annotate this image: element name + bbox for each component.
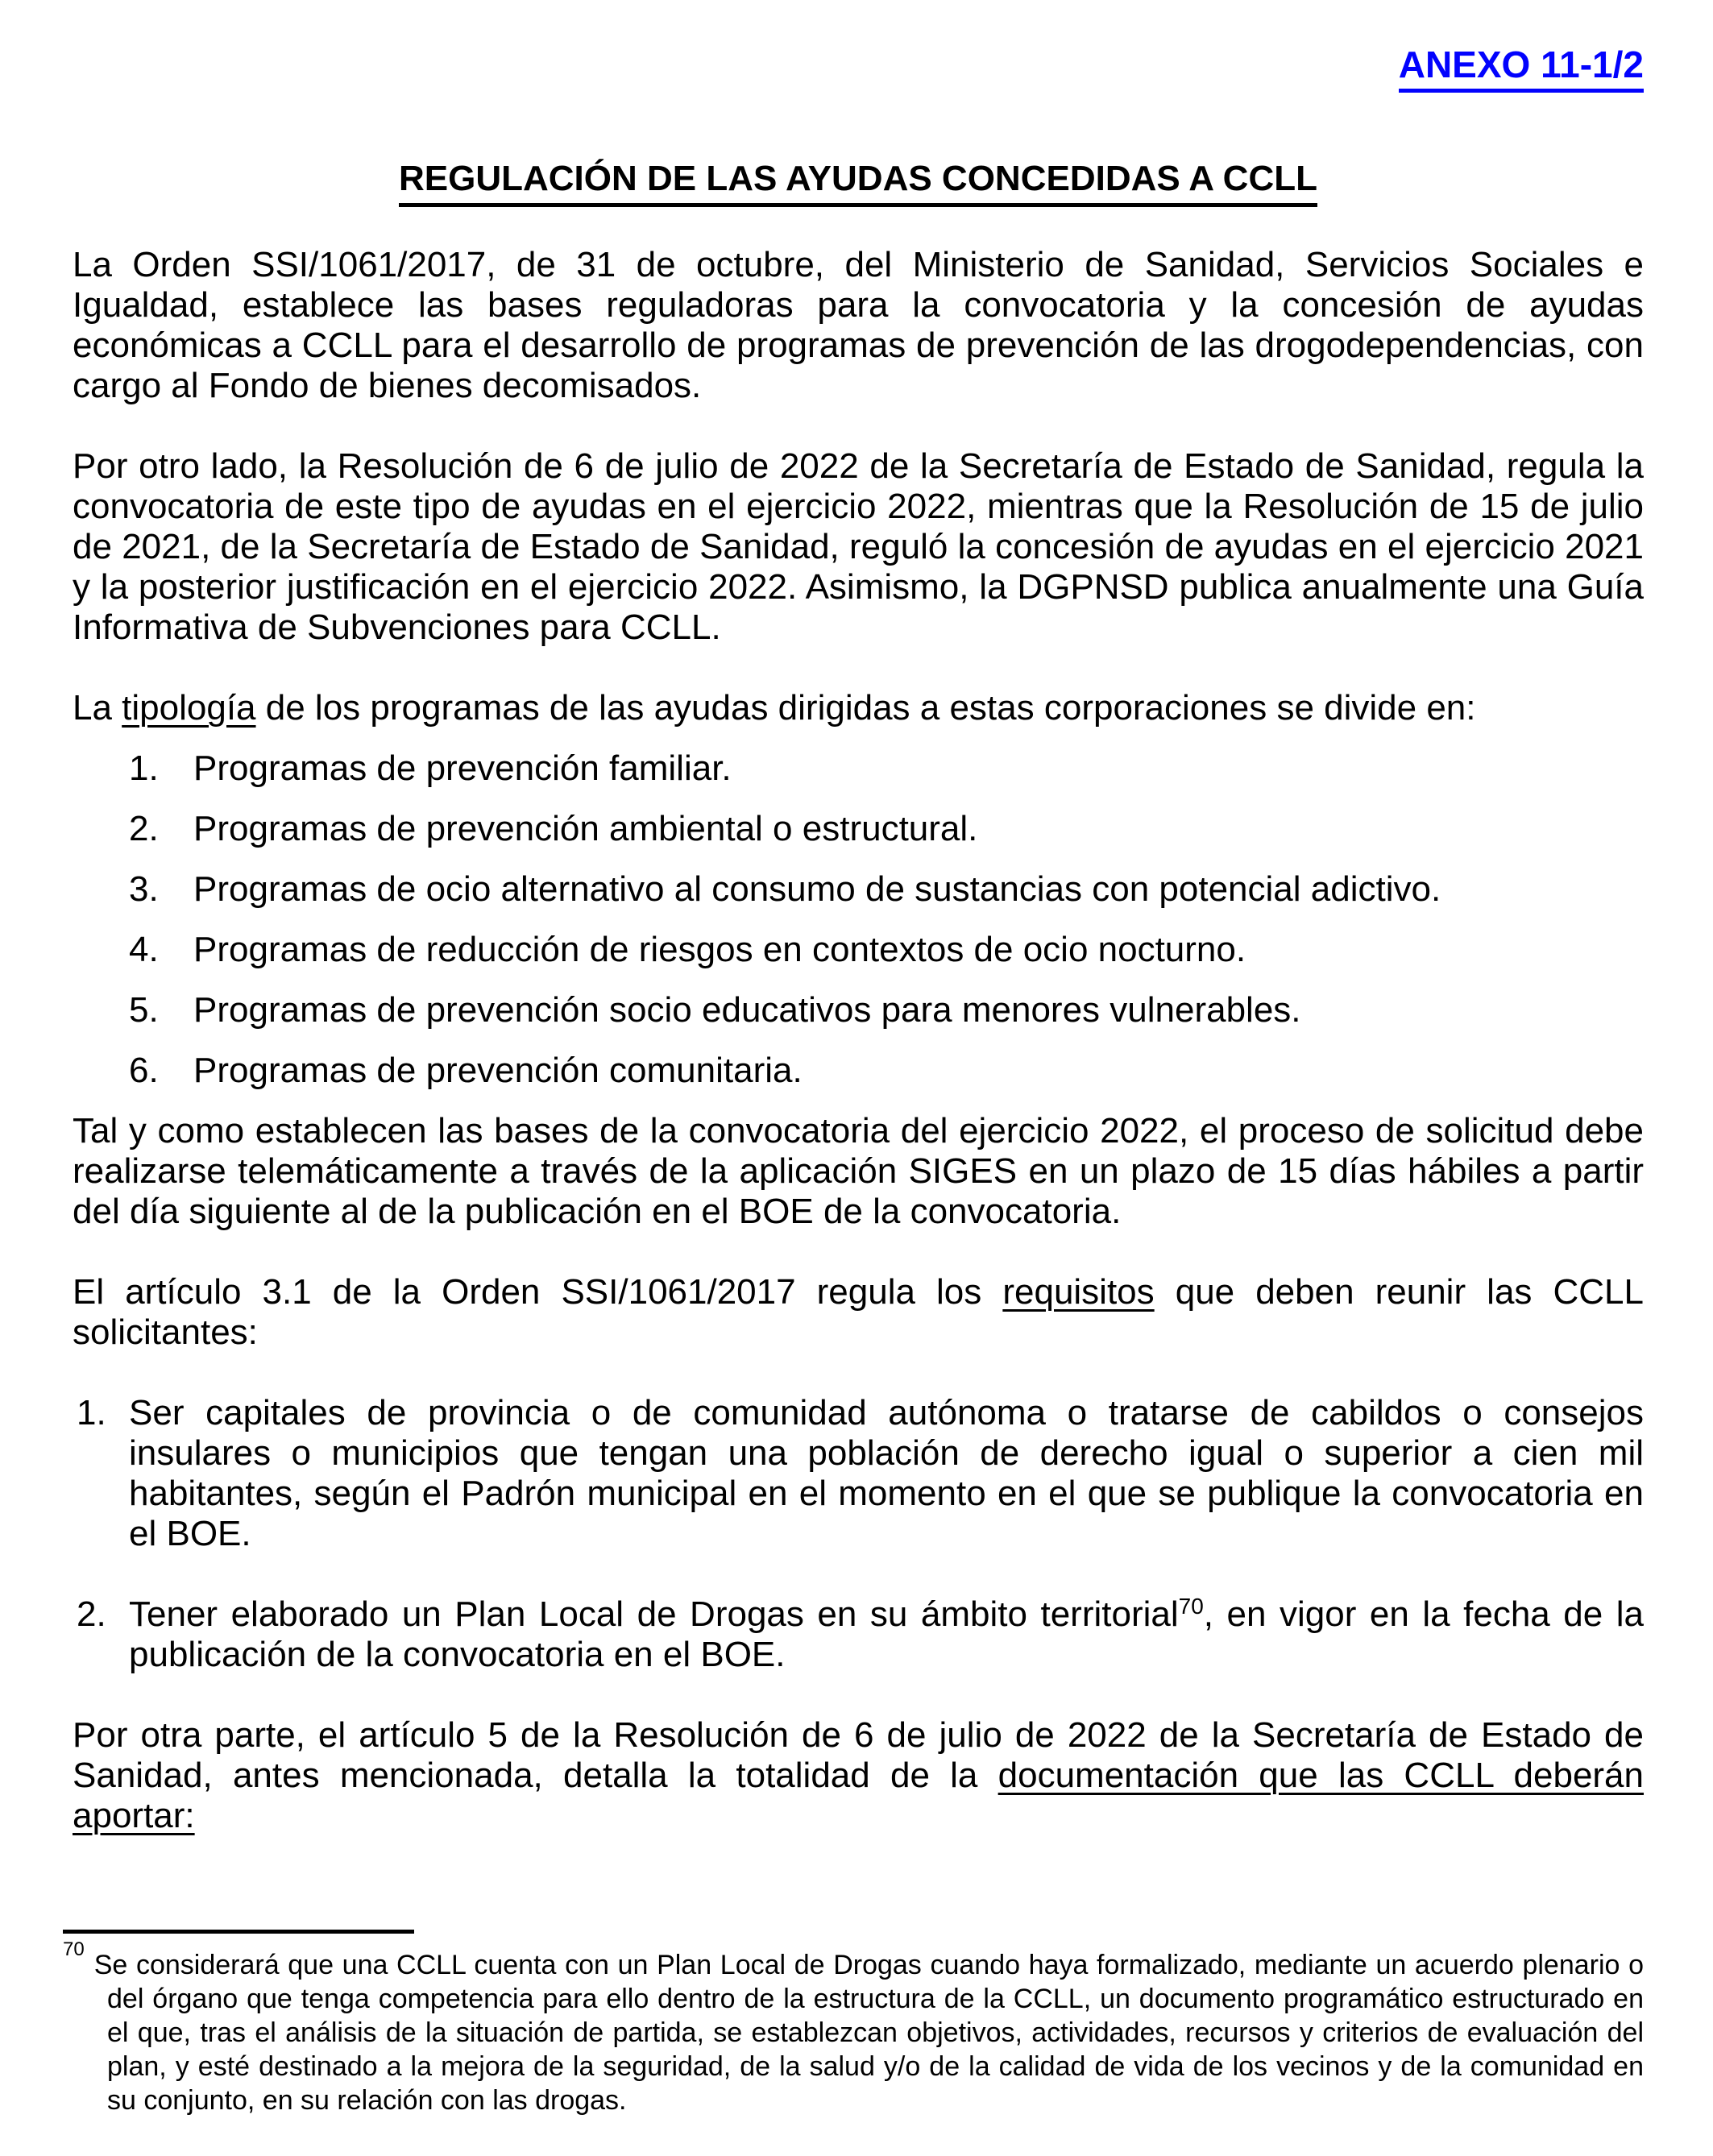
paragraph-tipologia-intro	[73, 688, 1644, 728]
requisitos-underlined: requisitos	[1002, 1272, 1155, 1312]
list-item-text: Programas de prevención comunitaria.	[193, 1051, 803, 1090]
list-item-text: Programas de prevención socio educativos para menores vulnerables.	[193, 990, 1301, 1030]
requirement-item-text: Tener elaborado un Plan Local de Drogas en su ámbito territorial	[129, 1594, 1179, 1634]
page-title	[73, 159, 1644, 199]
paragraph-orden-ssi: La Orden SSI/1061/2017, de 31 de octubre, del Ministerio de Sanidad, Servicios Sociales e Igualdad, establece las bases reguladoras para la convocatoria y la concesión de ayudas económicas a CCLL para el desarrollo de programas de prevención de las drogodependencias, con cargo al Fondo de bienes decomisados.	[73, 245, 1644, 405]
tipologia-prefix: La	[73, 688, 122, 728]
annex-label	[73, 44, 1644, 85]
list-item-number: 4.	[129, 930, 159, 969]
paragraph-resoluciones: Por otro lado, la Resolución de 6 de julio de 2022 de la Secretaría de Estado de Sanidad, regula la convocatoria de este tipo de ayudas en el ejercicio 2022, mientras que la Resolución de 15 de julio de 2021, de la Secretaría de Estado de Sanidad, reguló la concesión de ayudas en el ejercicio 2021 y la posterior justificación en el ejercicio 2022. Asimismo, la DGPNSD publica anualmente una Guía Informativa de Subvenciones para CCLL.	[73, 446, 1644, 647]
list-item-text: Programas de ocio alternativo al consumo de sustancias con potencial adictivo.	[193, 869, 1441, 909]
requirement-item	[73, 1393, 1644, 1554]
requirement-item	[73, 1594, 1644, 1675]
paragraph-requisitos-intro	[73, 1272, 1644, 1353]
list-item-number: 2.	[77, 1594, 106, 1634]
annex-label-text: ANEXO 11-1/2	[1399, 44, 1644, 93]
list-item-number: 6.	[129, 1051, 159, 1090]
list-item-number: 3.	[129, 869, 159, 909]
footnote-text: Se considerará que una CCLL cuenta con un Plan Local de Drogas cuando haya formalizado, mediante un acuerdo plenario o del órgano que tenga competencia para ello dentro de la estructura de la CCLL, un documento programático estructurado en el que, tras el análisis de la situación de partida, se establezcan objetivos, actividades, recursos y criterios de evaluación del plan, y esté destinado a la mejora de la seguridad, de la salud y/o de la calidad de vida de los vecinos y de la comunidad en su conjunto, en su relación con las drogas.	[93, 1950, 1644, 2116]
requisitos-prefix: El artículo 3.1 de la Orden SSI/1061/2017 regula los	[73, 1272, 1003, 1312]
list-item-text: Programas de prevención familiar.	[193, 748, 732, 788]
list-item-number: 5.	[129, 990, 159, 1030]
list-item	[73, 1051, 1644, 1091]
footnote-separator	[63, 1930, 414, 1934]
documentacion-prefix: Por otra parte, el artículo 5 de la Resolución de 6 de julio de 2022 de la Secretaría de Estado de Sanidad, antes mencionada, detalla la totalidad de la	[73, 1715, 1644, 1795]
tipologia-suffix: de los programas de las ayudas dirigidas a estas corporaciones se divide en:	[255, 688, 1476, 728]
footnote-70	[63, 1938, 1644, 2117]
typology-list	[73, 748, 1644, 1091]
list-item-number: 1.	[77, 1393, 106, 1432]
list-item	[73, 869, 1644, 910]
requirement-item-text: Ser capitales de provincia o de comunidad autónoma o tratarse de cabildos o consejos insulares o municipios que tengan una población de derecho igual o superior a cien mil habitantes, según el Padrón municipal en el momento en el que se publique la convocatoria en el BOE.	[129, 1393, 1644, 1553]
page-title-text: REGULACIÓN DE LAS AYUDAS CONCEDIDAS A CCLL	[399, 159, 1317, 207]
requirement-item-text-after: , en vigor en la fecha de la publicación de la convocatoria en el BOE.	[129, 1594, 1644, 1674]
paragraph-documentacion	[73, 1715, 1644, 1836]
list-item-number: 1.	[129, 748, 159, 788]
list-item-number: 2.	[129, 809, 159, 848]
requisitos-suffix: que deben reunir las CCLL solicitantes:	[73, 1272, 1644, 1352]
list-item	[73, 930, 1644, 970]
list-item	[73, 809, 1644, 849]
footnote-marker-70: 70	[63, 1938, 85, 1960]
tipologia-underlined: tipología	[122, 688, 256, 728]
footnote-block	[63, 1930, 1644, 2117]
list-item-text: Programas de prevención ambiental o estructural.	[193, 809, 978, 848]
documentacion-underlined: documentación que las CCLL deberán aportar:	[73, 1756, 1645, 1835]
list-item	[73, 748, 1644, 789]
list-item	[73, 990, 1644, 1030]
paragraph-solicitud-siges: Tal y como establecen las bases de la convocatoria del ejercicio 2022, el proceso de solicitud debe realizarse telemáticamente a través de la aplicación SIGES en un plazo de 15 días hábiles a partir del día siguiente al de la publicación en el BOE de la convocatoria.	[73, 1111, 1644, 1231]
list-item-text: Programas de reducción de riesgos en contextos de ocio nocturno.	[193, 930, 1246, 969]
footnote-reference-70: 70	[1178, 1594, 1204, 1619]
